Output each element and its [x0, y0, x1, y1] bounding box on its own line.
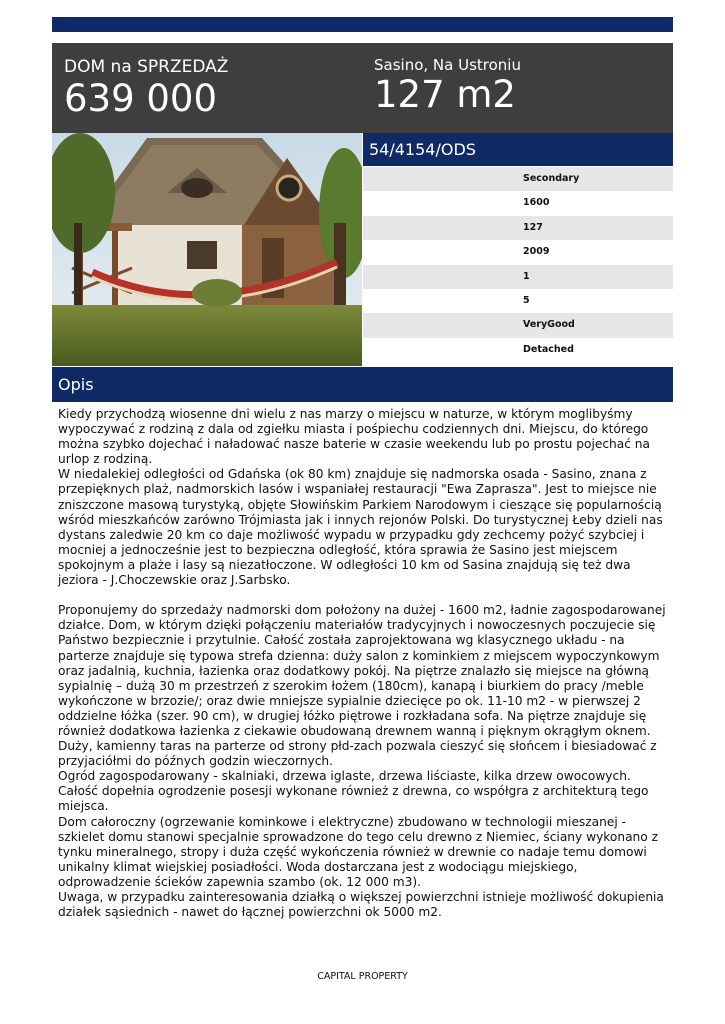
parameters-table: [363, 167, 673, 362]
footer-company: CAPITAL PROPERTY: [317, 971, 408, 982]
param-value: 2009: [523, 246, 550, 258]
reference-number-bar: [363, 133, 673, 166]
listing-price: 639 000: [64, 77, 218, 120]
house-photo-illustration: [52, 133, 362, 366]
param-value: Secondary: [523, 173, 580, 184]
description-text: Kiedy przychodzą wiosenne dni wielu z nas marzy o miejscu w naturze, w którym moglibyśmy wypoczywać z rodziną z dala od zgiełku miasta i pośpiechu codziennych dni. Miejscu, do którego można szybko dojechać i naładować nasze baterie w czasie weekendu lub po prostu pojechać na urlop z rodziną. W niedalekiej odległości od Gdańska (ok 80 km) znajduje się nadmorska osada - Sasino, znana z przepięknych plaż, nadmorskich lasów i wspaniałej restauracji "Ewa Zaprasza". Jest to miejsce nie zniszczone masową turystyką, objęte Słowińskim Parkiem Narodowym i cieszące się popularnością wśród mieszkańców zarówno Trójmiasta jak i innych rejonów Polski. Do turystycznej Łeby dzieli nas dystans zaledwie 20 km co daje możliwość wypadu w przypadku gdy zechcemy pożyć szybciej i mocniej a jednocześnie jest to bezpieczna odległość, która sprawia że Sasino jest miejscem spokojnym a plaże i lasy są niezatłoczone. W odległości 10 km od Sasina znajdują się też dwa jeziora - J.Choczewskie oraz J.Sarbsko. Proponujemy do sprzedaży nadmorski dom położony na dużej - 1600 m2, ładnie zagospodarowanej działce. Dom, w którym dzięki połączeniu materiałów tradycyjnych i nowoczesnych poczujecie się Państwo bezpiecznie i przytulnie. Całość została zaprojektowana wg klasycznego układu - na parterze znajduje się typowa strefa dzienna: duży salon z kominkiem z miejscem wypoczynkowym oraz jadalnią, kuchnia, łazienka oraz dodatkowy pokój. Na piętrze znalazło się miejsce na główną sypialnię – dużą 30 m przestrzeń z szerokim łożem (180cm), kanapą i biurkiem do pracy /meble wykończone w brzozie/; oraz dwie mniejsze sypialnie dziecięce po ok. 11-10 m2 - w pierwszej 2 oddzielne łóżka (szer. 90 cm), w drugiej łóżko piętrowe i rozkładana sofa. Na piętrze znajduje się również dodatkowa łazienka z ciekawie obudowaną drewnem wanną i pięknym okrągłym oknem. Duży, kamienny taras na parterze od strony płd-zach pozwala cieszyć się słońcem i biesiadować z przyjaciółmi do późnych godzin wieczornych. Ogród zagospodarowany - skalniaki, drzewa iglaste, drzewa liściaste, kilka drzew owocowych. Całość dopełnia ogrodzenie posesji wykonane również z drewna, co współgra z architekturą tego miejsca. Dom całoroczny (ogrzewanie kominkowe i elektryczne) zbudowano w technologii mieszanej - szkielet domu stanowi specjalnie sprowadzone do tego celu drewno z Niemiec, ściany wykonano z tynku mineralnego, stropy i duża część wykończenia również w drewnie co nadaje temu domowi unikalny klimat wiejskiej posiadłości. Woda dostarczana jest z wodociągu miejskiego, odprowadzenie ścieków zapewnia szambo (ok. 12 000 m3). Uwaga, w przypadku zainteresowania działką o większej powierzchni istnieje możliwość dokupienia działek sąsiednich - nawet do łącznej powierzchni ok 5000 m2.: [58, 407, 666, 920]
reference-number: 54/4154/ODS: [369, 140, 476, 159]
param-row: [363, 313, 673, 337]
listing-location: Sasino, Na Ustroniu: [374, 56, 521, 74]
param-row: [363, 167, 673, 191]
property-photo: [52, 133, 362, 366]
param-row: [363, 338, 673, 362]
param-row: [363, 289, 673, 313]
param-row: [363, 265, 673, 289]
top-accent-bar: [52, 17, 673, 32]
param-row: [363, 216, 673, 240]
listing-area: 127 m2: [374, 73, 516, 116]
listing-header: [52, 43, 673, 133]
param-value: VeryGood: [523, 319, 575, 331]
param-value: 1600: [523, 197, 550, 209]
param-row: [363, 191, 673, 215]
param-value: 1: [523, 270, 530, 282]
description-section-title: Opis: [58, 375, 94, 394]
param-row: [363, 240, 673, 264]
param-value: 127: [523, 221, 543, 233]
description-section-bar: [52, 367, 673, 402]
param-value: 5: [523, 294, 530, 306]
param-value: Detached: [523, 343, 574, 355]
listing-type: DOM na SPRZEDAŻ: [64, 57, 229, 77]
